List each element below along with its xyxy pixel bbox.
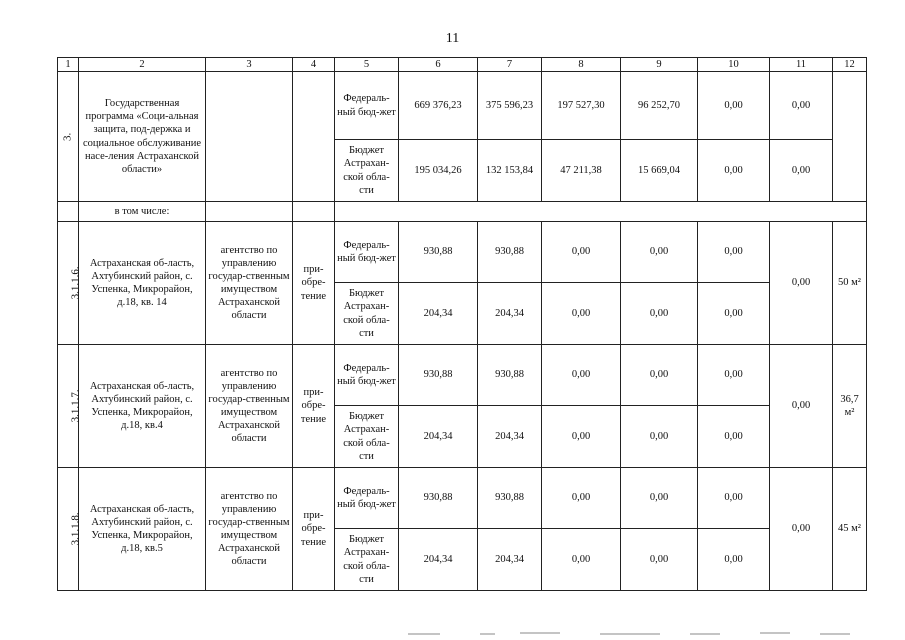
item-federal-row <box>58 222 867 283</box>
program-agency <box>206 72 293 202</box>
value-cell: 0,00 <box>770 72 833 140</box>
item-address: Астраханская об-ласть, Ахтубинский район, с. Успенка, Микрорайон, д.18, кв.5 <box>79 468 206 591</box>
value-cell: 0,00 <box>542 529 621 591</box>
item-action: при-обре-тение <box>293 345 335 468</box>
value-cell: 47 211,38 <box>542 140 621 202</box>
column-number: 8 <box>542 58 621 72</box>
value-cell: 0,00 <box>542 222 621 283</box>
funding-source: Федераль-ный бюд-жет <box>335 468 399 529</box>
program-federal-row <box>58 72 867 140</box>
column-number: 5 <box>335 58 399 72</box>
item-address: Астраханская об-ласть, Ахтубинский район, с. Успенка, Микрорайон, д.18, кв. 14 <box>79 222 206 345</box>
value-cell: 204,34 <box>478 406 542 468</box>
value-cell: 204,34 <box>399 529 478 591</box>
value-cell: 375 596,23 <box>478 72 542 140</box>
item-federal-row <box>58 345 867 406</box>
value-cell: 0,00 <box>621 222 698 283</box>
program-action <box>293 72 335 202</box>
item-code: 3.1.1.7. <box>58 345 79 468</box>
value-cell: 0,00 <box>542 345 621 406</box>
value-cell: 0,00 <box>698 140 770 202</box>
funding-source: Федераль-ный бюд-жет <box>335 72 399 140</box>
value-cell: 0,00 <box>770 468 833 591</box>
value-cell: 204,34 <box>399 283 478 345</box>
empty-cell <box>58 202 79 222</box>
value-cell: 0,00 <box>770 222 833 345</box>
item-action: при-обре-тение <box>293 222 335 345</box>
empty-cell <box>206 202 293 222</box>
value-cell: 132 153,84 <box>478 140 542 202</box>
budget-table <box>57 57 867 591</box>
program-code: 3. <box>58 72 79 202</box>
item-code: 3.1.1.8. <box>58 468 79 591</box>
value-cell: 0,00 <box>621 283 698 345</box>
column-number-row <box>58 58 867 72</box>
page-number: 11 <box>445 31 460 46</box>
value-cell: 0,00 <box>621 406 698 468</box>
value-cell: 0,00 <box>542 283 621 345</box>
value-cell: 0,00 <box>698 283 770 345</box>
item-agency: агентство по управлению государ-ственным имуществом Астраханской области <box>206 222 293 345</box>
column-number: 11 <box>770 58 833 72</box>
funding-source: Бюджет Астрахан-ской обла-сти <box>335 406 399 468</box>
area-cell: 50 м² <box>833 222 867 345</box>
column-number: 1 <box>58 58 79 72</box>
value-cell: 0,00 <box>698 72 770 140</box>
value-cell: 669 376,23 <box>399 72 478 140</box>
item-federal-row <box>58 468 867 529</box>
column-number: 2 <box>79 58 206 72</box>
column-number: 12 <box>833 58 867 72</box>
area-cell: 36,7 м² <box>833 345 867 468</box>
value-cell: 0,00 <box>698 222 770 283</box>
value-cell: 204,34 <box>478 283 542 345</box>
value-cell: 0,00 <box>770 345 833 468</box>
value-cell: 0,00 <box>542 468 621 529</box>
area-cell <box>833 72 867 202</box>
value-cell: 204,34 <box>478 529 542 591</box>
item-agency: агентство по управлению государ-ственным имуществом Астраханской области <box>206 468 293 591</box>
empty-cell <box>293 202 335 222</box>
subheading: в том числе: <box>79 202 206 222</box>
value-cell: 0,00 <box>698 345 770 406</box>
column-number: 10 <box>698 58 770 72</box>
value-cell: 0,00 <box>621 529 698 591</box>
column-number: 7 <box>478 58 542 72</box>
funding-source: Бюджет Астрахан-ской обла-сти <box>335 283 399 345</box>
value-cell: 195 034,26 <box>399 140 478 202</box>
funding-source: Федераль-ный бюд-жет <box>335 345 399 406</box>
column-number: 4 <box>293 58 335 72</box>
column-number: 6 <box>399 58 478 72</box>
value-cell: 0,00 <box>542 406 621 468</box>
column-number: 3 <box>206 58 293 72</box>
value-cell: 0,00 <box>698 529 770 591</box>
item-code: 3.1.1.6. <box>58 222 79 345</box>
empty-cell <box>335 202 867 222</box>
value-cell: 0,00 <box>770 140 833 202</box>
item-action: при-обре-тение <box>293 468 335 591</box>
value-cell: 0,00 <box>621 468 698 529</box>
funding-source: Бюджет Астрахан-ской обла-сти <box>335 140 399 202</box>
item-agency: агентство по управлению государ-ственным имуществом Астраханской области <box>206 345 293 468</box>
value-cell: 930,88 <box>478 222 542 283</box>
value-cell: 0,00 <box>698 468 770 529</box>
value-cell: 15 669,04 <box>621 140 698 202</box>
area-cell: 45 м² <box>833 468 867 591</box>
value-cell: 930,88 <box>399 345 478 406</box>
value-cell: 930,88 <box>399 222 478 283</box>
value-cell: 204,34 <box>399 406 478 468</box>
funding-source: Бюджет Астрахан-ской обла-сти <box>335 529 399 591</box>
value-cell: 930,88 <box>478 468 542 529</box>
column-number: 9 <box>621 58 698 72</box>
program-name: Государственная программа «Соци-альная защита, под-держка и социальное обслуживание насе-ления Астраханской области» <box>79 72 206 202</box>
subheading-row <box>58 202 867 222</box>
value-cell: 930,88 <box>399 468 478 529</box>
value-cell: 96 252,70 <box>621 72 698 140</box>
value-cell: 0,00 <box>698 406 770 468</box>
item-address: Астраханская об-ласть, Ахтубинский район, с. Успенка, Микрорайон, д.18, кв.4 <box>79 345 206 468</box>
funding-source: Федераль-ный бюд-жет <box>335 222 399 283</box>
value-cell: 197 527,30 <box>542 72 621 140</box>
scan-artifact-marks <box>0 628 905 640</box>
value-cell: 0,00 <box>621 345 698 406</box>
value-cell: 930,88 <box>478 345 542 406</box>
